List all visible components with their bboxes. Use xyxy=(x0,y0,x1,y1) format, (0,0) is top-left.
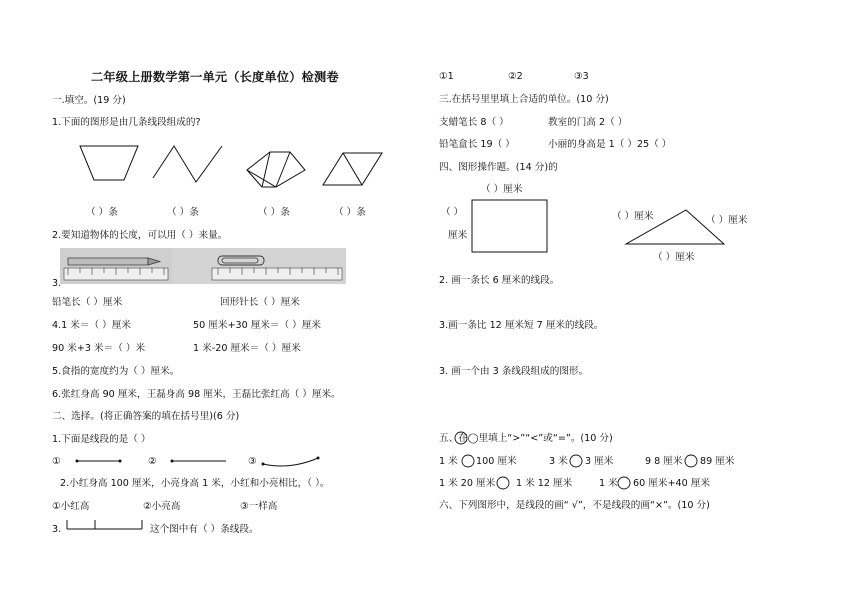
page-title: 二年级上册数学第一单元（长度单位）检测卷 xyxy=(91,70,339,84)
question-1-4a: 4.1 米＝（ ）厘米 xyxy=(52,320,131,331)
unit-door: 教室的门高 2（ ） xyxy=(548,117,628,128)
question-2-1: 1.下面是线段的是（ ） xyxy=(52,434,151,445)
rect-left-blank: （ ） xyxy=(441,207,464,218)
top-option-3: ③3 xyxy=(574,71,589,82)
cmp-2-right: 3 厘米 xyxy=(585,456,614,467)
question-1-4d: 1 米-20 厘米＝（ ）厘米 xyxy=(193,343,301,354)
top-option-1: ①1 xyxy=(439,71,454,82)
paperclip-length: 回形针长（ ）厘米 xyxy=(220,297,300,308)
header-circle-icon xyxy=(455,432,467,444)
rect-left-unit: 厘米 xyxy=(448,230,468,241)
triangle-left-label: （ ）厘米 xyxy=(612,211,654,222)
cmp-5-left: 1 米 xyxy=(599,478,618,489)
question-2-3: 这个图中有（ ）条线段。 xyxy=(150,524,259,535)
option-1-label: ① xyxy=(52,456,61,467)
section-2-header: 二、选择。(将正确答案的填在括号里)(6 分) xyxy=(52,411,240,422)
cmp-3-left: 9 8 厘米 xyxy=(645,456,683,467)
unit-pencilcase: 铅笔盒长 19（ ） xyxy=(439,139,515,150)
compare-circle-5 xyxy=(618,477,630,489)
compare-circle-2 xyxy=(570,455,582,467)
question-1-4b: 50 厘米+30 厘米＝（ ）厘米 xyxy=(193,320,321,331)
question-2-2: 2.小红身高 100 厘米，小亮身高 1 米，小红和小亮相比，（ ）。 xyxy=(60,478,330,489)
choice-3: ③一样高 xyxy=(240,501,278,512)
cmp-1-left: 1 米 xyxy=(439,456,458,467)
question-1-6: 6.张红身高 90 厘米，王磊身高 98 厘米，王磊比张红高（ ）厘米。 xyxy=(52,389,341,400)
question-1-4c: 90 米+3 米＝（ ）米 xyxy=(52,343,146,354)
section-3-header: 三.在括号里里填上合适的单位。(10 分) xyxy=(439,94,609,105)
shape-blank-3: （ ）条 xyxy=(258,207,290,218)
question-1-1: 1.下面的图形是由几条线段组成的? xyxy=(52,117,201,128)
cmp-2-left: 3 米 xyxy=(549,456,568,467)
cmp-4-left: 1 米 20 厘米 xyxy=(439,478,496,489)
choice-2: ②小亮高 xyxy=(143,501,181,512)
question-1-2: 2.要知道物体的长度，可以用（ ）来量。 xyxy=(52,230,228,241)
unit-crayon: 支蜡笔长 8（ ） xyxy=(439,117,509,128)
draw-question-3b: 3. 画一个由 3 条线段组成的图形。 xyxy=(439,366,589,377)
unit-height: 小丽的身高是 1（ ）25（ ） xyxy=(548,139,672,150)
question-1-3-label: 3. xyxy=(52,278,62,289)
rect-top-label: （ ）厘米 xyxy=(481,184,523,195)
cmp-5-right: 60 厘米+40 厘米 xyxy=(633,478,710,489)
question-2-3-label: 3. xyxy=(52,524,62,535)
triangle-right-label: （ ）厘米 xyxy=(706,215,748,226)
draw-question-3: 3.画一条比 12 厘米短 7 厘米的线段。 xyxy=(439,320,604,331)
shape-blank-4: （ ）条 xyxy=(334,207,366,218)
cmp-4-right: 1 米 12 厘米 xyxy=(516,478,573,489)
cmp-3-right: 89 厘米 xyxy=(700,456,735,467)
section-6-header: 六、下列图形中，是线段的画“ √”，不是线段的画“×”。(10 分) xyxy=(439,500,710,511)
section-5-header: 五、在◯里填上“>”“<”或“=”。(10 分) xyxy=(439,433,613,444)
triangle-bottom-label: （ ）厘米 xyxy=(653,252,695,263)
option-3-label: ③ xyxy=(248,456,257,467)
top-option-2: ②2 xyxy=(508,71,523,82)
pencil-length: 铅笔长（ ）厘米 xyxy=(52,297,123,308)
choice-1: ①小红高 xyxy=(52,501,90,512)
option-2-label: ② xyxy=(148,456,157,467)
compare-circle-1 xyxy=(462,455,474,467)
draw-question-2: 2. 画一条长 6 厘米的线段。 xyxy=(439,275,560,286)
question-1-5: 5.食指的宽度约为（ ）厘米。 xyxy=(52,366,180,377)
compare-circle-4 xyxy=(497,477,509,489)
compare-circle-3 xyxy=(685,455,697,467)
section-4-header: 四、图形操作题。(14 分)的 xyxy=(439,162,558,173)
shape-blank-1: （ ）条 xyxy=(86,207,118,218)
section-1-header: 一.填空。(19 分) xyxy=(52,95,126,106)
shape-blank-2: （ ）条 xyxy=(167,207,199,218)
cmp-1-right: 100 厘米 xyxy=(476,456,517,467)
